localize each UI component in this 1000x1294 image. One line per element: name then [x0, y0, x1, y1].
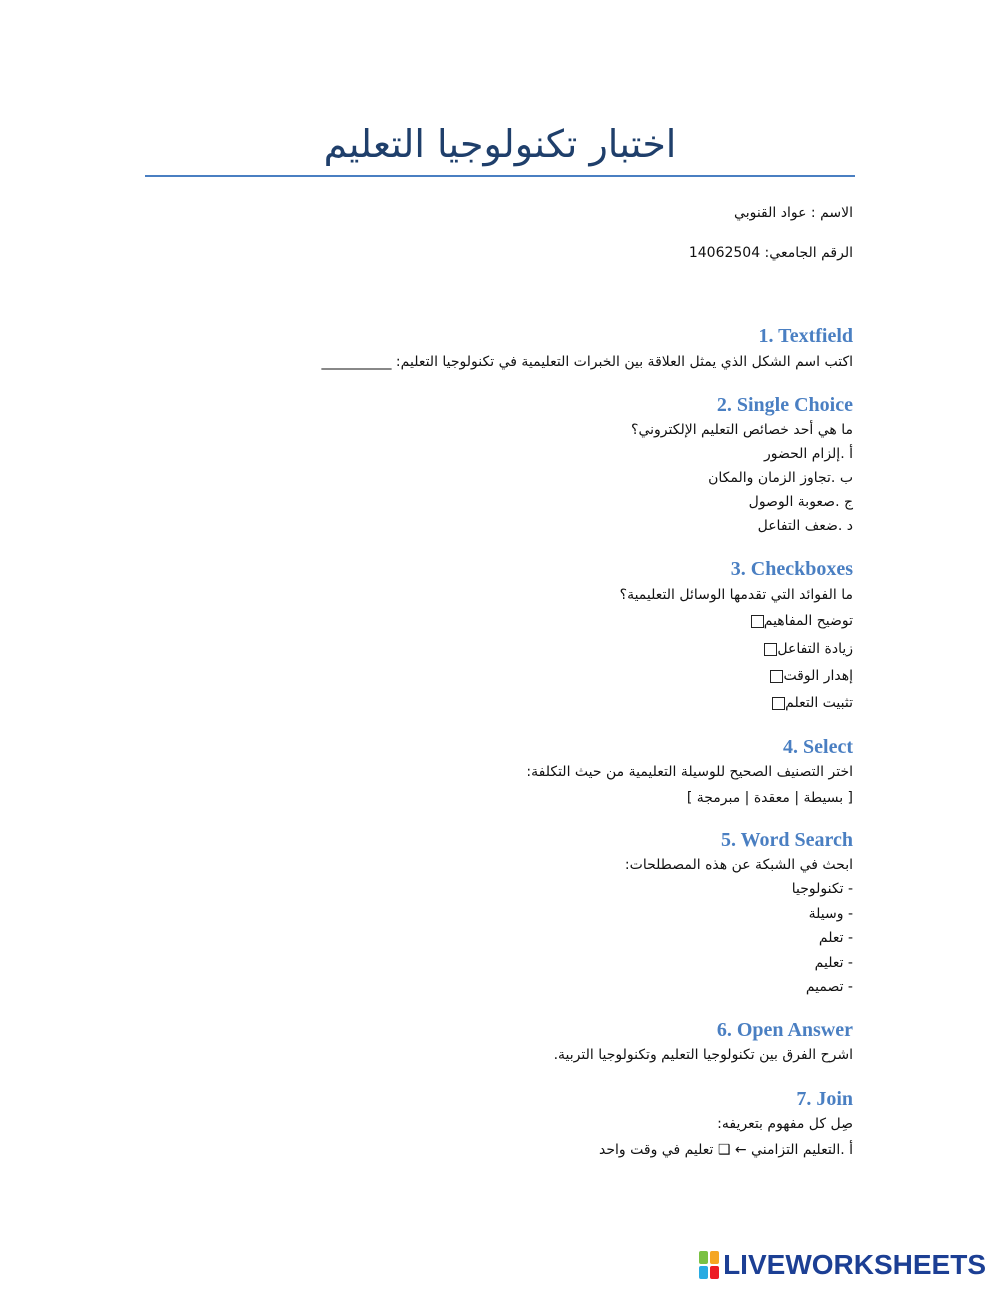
word-search-question: ابحث في الشبكة عن هذه المصطلحات:: [624, 857, 853, 873]
checkboxes-question: ما الفوائد التي تقدمها الوسائل التعليمية؟: [619, 587, 853, 603]
open-answer-question[interactable]: اشرح الفرق بين تكنولوجيا التعليم وتكنولوجيا التربية.: [553, 1047, 853, 1063]
join-question: صِل كل مفهوم بتعريفه:: [717, 1116, 853, 1132]
select-question: اختر التصنيف الصحيح للوسيلة التعليمية من حيث التكلفة:: [526, 764, 853, 780]
word-search-term: - تصميم: [805, 979, 853, 995]
checkbox-option[interactable]: [766, 694, 853, 712]
section-heading-textfield: 1. Textfield: [758, 325, 853, 347]
textfield-question[interactable]: اكتب اسم الشكل الذي يمثل العلاقة بين الخبرات التعليمية في تكنولوجيا التعليم: __________: [321, 354, 853, 370]
section-heading-join: 7. Join: [796, 1088, 853, 1110]
student-name: الاسم : عواد القنوبي: [734, 205, 853, 221]
single-choice-question: ما هي أحد خصائص التعليم الإلكتروني؟: [631, 422, 853, 438]
checkbox-square[interactable]: [764, 643, 777, 656]
checkbox-square[interactable]: [770, 670, 783, 683]
liveworksheets-logo-icon: [699, 1251, 719, 1279]
checkbox-option[interactable]: [764, 667, 853, 685]
checkbox-option[interactable]: [758, 640, 853, 658]
student-id: الرقم الجامعي: 14062504: [688, 245, 853, 261]
single-choice-option[interactable]: ب .تجاوز الزمان والمكان: [708, 470, 853, 486]
select-choices[interactable]: [ بسيطة | معقدة | مبرمجة ]: [686, 790, 853, 806]
title-divider: [145, 175, 855, 177]
join-pair[interactable]: أ .التعليم التزامني ← ❑ تعليم في وقت واحد: [599, 1142, 853, 1158]
liveworksheets-brand-text: LIVEWORKSHEETS: [723, 1249, 986, 1280]
word-search-term: - تعلم: [818, 930, 853, 946]
checkbox-option-label: تثبيت التعلم: [785, 695, 853, 711]
liveworksheets-logo[interactable]: [699, 1250, 986, 1280]
single-choice-option[interactable]: د .ضعف التفاعل: [757, 518, 853, 534]
section-heading-open-answer: 6. Open Answer: [716, 1019, 853, 1041]
checkbox-option-label: إهدار الوقت: [783, 668, 853, 684]
checkbox-option[interactable]: [745, 612, 853, 630]
section-heading-checkboxes: 3. Checkboxes: [730, 558, 853, 580]
single-choice-option[interactable]: أ .إلزام الحضور: [763, 446, 853, 462]
checkbox-square[interactable]: [772, 697, 785, 710]
section-heading-select: 4. Select: [783, 736, 853, 758]
checkbox-square[interactable]: [751, 615, 764, 628]
checkbox-option-label: زيادة التفاعل: [777, 641, 853, 657]
word-search-term: - تعليم: [814, 955, 853, 971]
section-heading-single-choice: 2. Single Choice: [716, 394, 853, 416]
checkbox-option-label: توضيح المفاهيم: [763, 613, 853, 629]
word-search-term: - وسيلة: [808, 906, 853, 922]
page-title: اختبار تكنولوجيا التعليم: [323, 122, 677, 166]
section-heading-word-search: 5. Word Search: [720, 829, 853, 851]
single-choice-option[interactable]: ج .صعوبة الوصول: [748, 494, 853, 510]
word-search-term: - تكنولوجيا: [791, 881, 853, 897]
